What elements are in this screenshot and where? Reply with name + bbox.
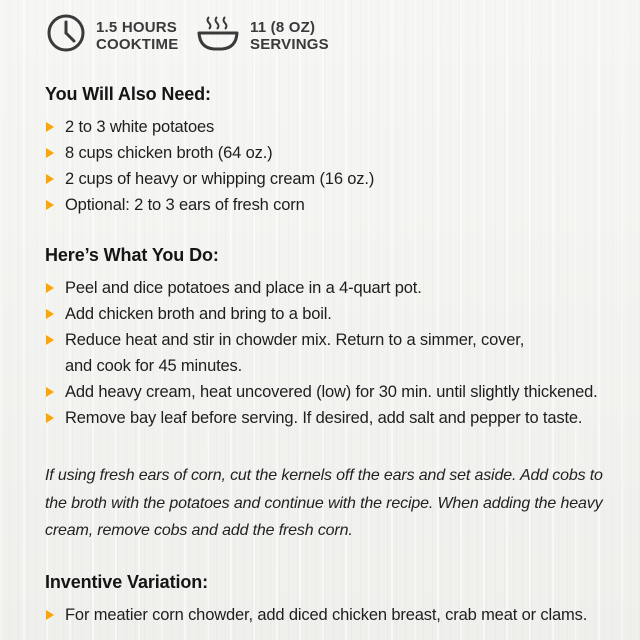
list-item: 2 to 3 white potatoes xyxy=(45,114,630,140)
bullet-arrow-icon xyxy=(46,309,54,319)
corn-note: If using fresh ears of corn, cut the kernels off the ears and set aside. Add cobs to the broth with the potatoes and continue with the recipe. When adding the heavy cream, remove cobs and add the fresh corn. xyxy=(45,467,603,539)
servings-label: SERVINGS xyxy=(250,35,329,53)
list-item: Remove bay leaf before serving. If desired, add salt and pepper to taste. xyxy=(45,405,630,431)
bullet-arrow-icon xyxy=(46,283,54,293)
bullet-arrow-icon xyxy=(46,387,54,397)
list-item: Add chicken broth and bring to a boil. xyxy=(45,301,630,327)
variation-list xyxy=(45,602,630,628)
list-item: Peel and dice potatoes and place in a 4-quart pot. xyxy=(45,275,630,301)
cooktime-text xyxy=(96,19,178,53)
list-item: Reduce heat and stir in chowder mix. Return to a simmer, cover, and cook for 45 minutes. xyxy=(45,327,555,379)
also-need-heading: You Will Also Need: xyxy=(45,84,211,104)
servings-text xyxy=(250,19,329,53)
variation-heading: Inventive Variation: xyxy=(45,572,209,592)
bullet-arrow-icon xyxy=(46,335,54,345)
instructions-heading: Here’s What You Do: xyxy=(45,245,219,265)
clock-icon xyxy=(46,13,86,58)
steaming-bowl-icon xyxy=(196,13,240,58)
also-need-list xyxy=(45,114,630,218)
servings-stat xyxy=(196,13,329,58)
bullet-arrow-icon xyxy=(46,122,54,132)
servings-value: 11 (8 OZ) xyxy=(250,18,316,36)
cooktime-stat xyxy=(46,13,178,58)
cooktime-value: 1.5 HOURS xyxy=(96,18,177,36)
bullet-arrow-icon xyxy=(46,148,54,158)
list-item: 2 cups of heavy or whipping cream (16 oz.) xyxy=(45,166,630,192)
instructions-list xyxy=(45,275,630,431)
bullet-arrow-icon xyxy=(46,413,54,423)
bullet-arrow-icon xyxy=(46,610,54,620)
cooktime-label: COOKTIME xyxy=(96,35,179,53)
list-item: Add heavy cream, heat uncovered (low) for 30 min. until slightly thickened. xyxy=(45,379,630,405)
bullet-arrow-icon xyxy=(46,200,54,210)
list-item: 8 cups chicken broth (64 oz.) xyxy=(45,140,630,166)
list-item: For meatier corn chowder, add diced chicken breast, crab meat or clams. xyxy=(45,602,630,628)
list-item: Optional: 2 to 3 ears of fresh corn xyxy=(45,192,630,218)
bullet-arrow-icon xyxy=(46,174,54,184)
